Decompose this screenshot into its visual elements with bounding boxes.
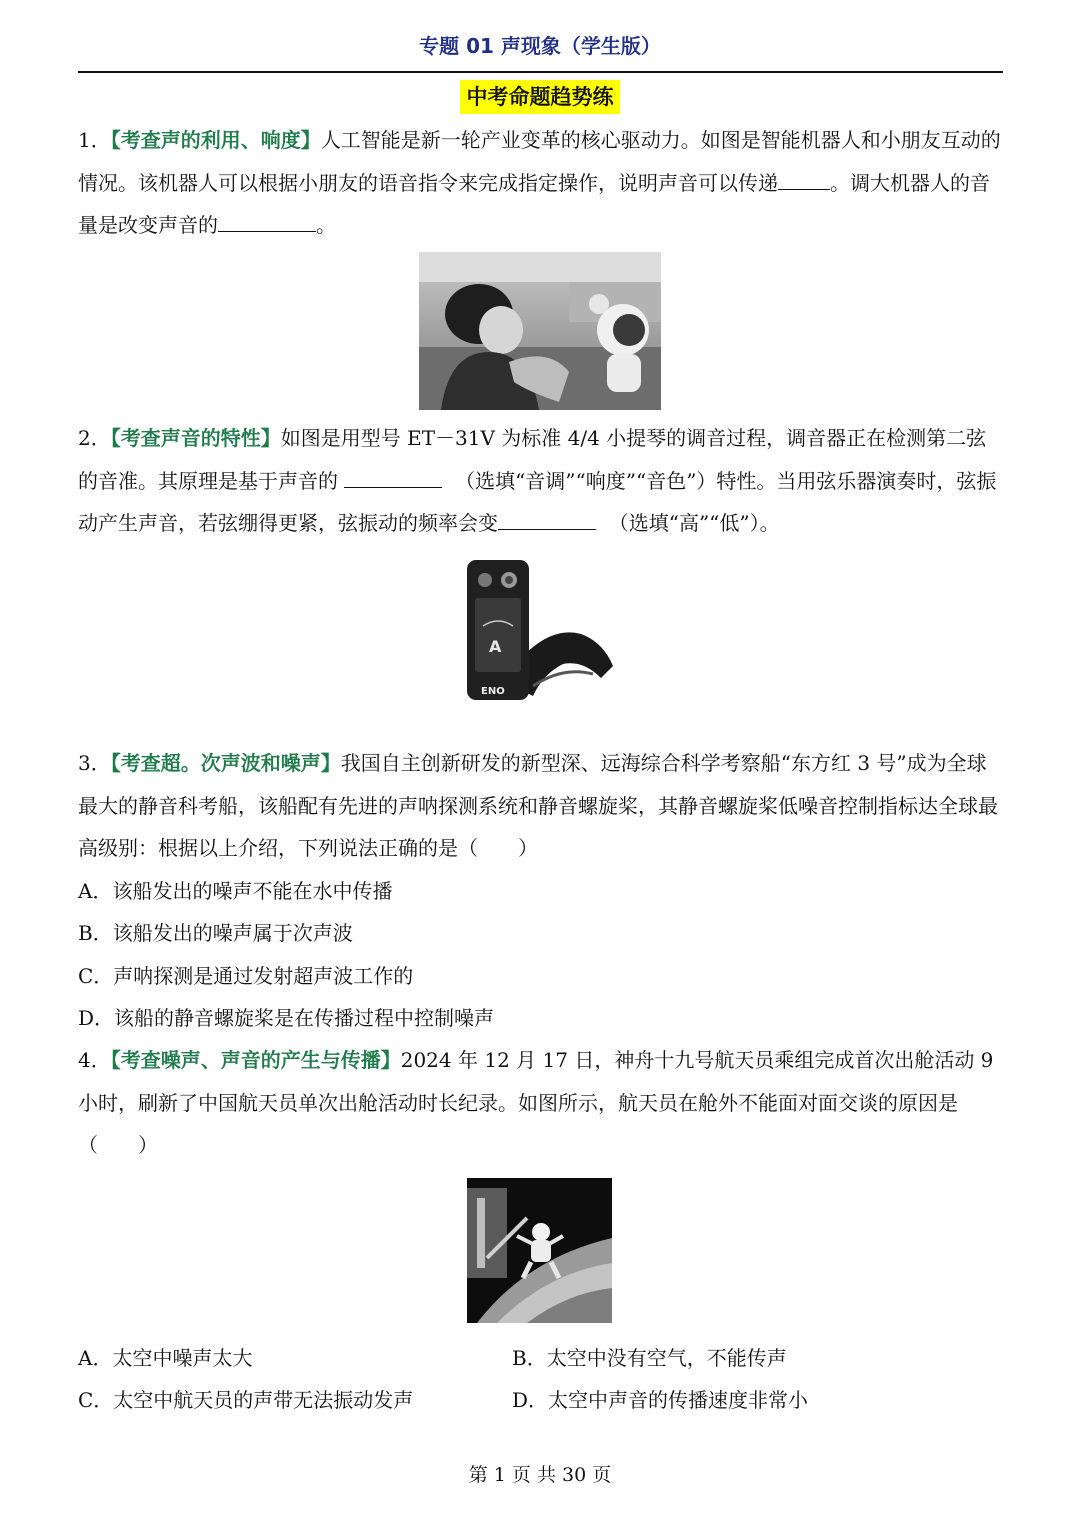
option-a: A．太空中噪声太大 xyxy=(78,1346,253,1370)
page-title: 专题 01 声现象（学生版） xyxy=(419,34,661,58)
option-c: C．声呐探测是通过发射超声波工作的 xyxy=(78,964,414,988)
question-tag: 【考查噪声、声音的产生与传播】 xyxy=(110,1048,401,1072)
question-text: 如图是用型号 ET－31V 为标准 4/4 小提琴的调音过程，调音器正在检测第二弦的音准。其原理是基于声音的 xyxy=(78,426,987,493)
question-number: 2． xyxy=(78,426,111,450)
svg-text:A: A xyxy=(489,637,502,656)
tuner-photo xyxy=(463,556,621,706)
astronaut-photo xyxy=(467,1178,612,1323)
question-text: 。调大机器人的音量是改变声音的 xyxy=(78,170,990,237)
option-b: B．该船发出的噪声属于次声波 xyxy=(78,921,353,945)
robot-child-photo xyxy=(419,252,661,410)
question-tag: 【考查声的利用、响度】 xyxy=(110,128,321,152)
option-b: B．太空中没有空气，不能传声 xyxy=(512,1346,787,1370)
question-text: 2024 年 12 月 17 日，神舟十九号航天员乘组完成首次出舱活动 9 小时，刷新了中国航天员单次出舱活动时长纪录。如图所示，航天员在舱外不能面对面交谈的原因是（ ） xyxy=(78,1048,994,1157)
answer-blank xyxy=(498,507,596,530)
option-d: D．太空中声音的传播速度非常小 xyxy=(512,1388,809,1412)
question-3 xyxy=(78,742,1003,870)
answer-blank xyxy=(218,209,316,232)
question-tag: 【考查超。次声波和噪声】 xyxy=(110,751,341,775)
question-text: 人工智能是新一轮产业变革的核心驱动力。如图是智能机器人和小朋友互动的情况。该机器人可以根据小朋友的语音指令来完成指定操作，说明声音可以传递 xyxy=(78,128,1001,195)
question-text: （选填“高”“低”）。 xyxy=(608,511,780,535)
option-c: C．太空中航天员的声带无法振动发声 xyxy=(78,1388,414,1412)
question-2 xyxy=(78,417,1003,545)
answer-blank xyxy=(344,465,442,488)
question-number: 4． xyxy=(78,1048,111,1072)
option-d: D．该船的静音螺旋桨是在传播过程中控制噪声 xyxy=(78,1006,495,1030)
option-a: A．该船发出的噪声不能在水中传播 xyxy=(78,879,393,903)
question-1 xyxy=(78,119,1003,247)
question-text: （选填“音调”“响度”“音色”）特性。当用弦乐器演奏时，弦振动产生声音，若弦绷得更紧，弦振动的频率会变 xyxy=(78,468,997,535)
question-number: 1． xyxy=(78,128,111,152)
question-4 xyxy=(78,1039,1003,1167)
question-tag: 【考查声音的特性】 xyxy=(110,426,281,450)
question-number: 3． xyxy=(78,751,111,775)
question-text: 我国自主创新研发的新型深、远海综合科学考察船“东方红 3 号”成为全球最大的静音科考船，该船配有先进的声呐探测系统和静音螺旋桨，其静音螺旋桨低噪音控制指标达全球最高级别：根据以上介绍，下列说法正确的是（ ） xyxy=(78,751,998,860)
answer-blank xyxy=(778,167,830,190)
question-text: 。 xyxy=(316,213,336,237)
section-heading: 中考命题趋势练 xyxy=(460,80,620,114)
page-number: 第 1 页 共 30 页 xyxy=(468,1464,612,1486)
header-rule xyxy=(78,71,1003,73)
tuner-brand-label: ENO xyxy=(481,686,505,697)
